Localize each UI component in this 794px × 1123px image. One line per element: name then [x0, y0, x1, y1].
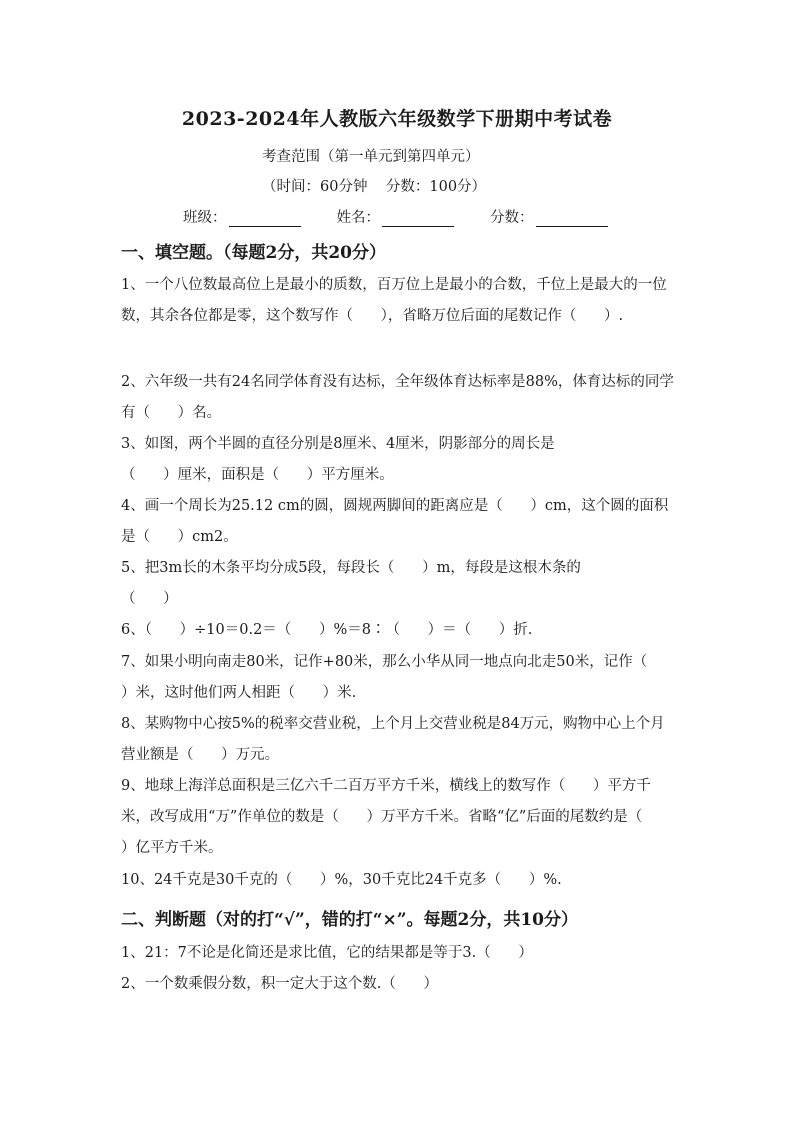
score-label: 分数：	[490, 210, 534, 226]
class-field[interactable]	[183, 206, 301, 227]
question-1-4: 4、画一个周长为25.12 cm的圆，圆规两脚间的距离应是（ ）cm，这个圆的面积是（ ）cm2。	[121, 498, 669, 545]
question-1-5: 5、把3m长的木条平均分成5段，每段长（ ）m，每段是这根木条的 （ ）	[121, 560, 581, 607]
question-1-2: 2、六年级一共有24名同学体育没有达标，全年级体育达标率是88%，体育达标的同学有（ ）名。	[121, 374, 674, 421]
question-1-10: 10、24千克是30千克的（ ）%，30千克比24千克多（ ）%.	[121, 872, 562, 888]
exam-scope: 考查范围（第一单元到第四单元）	[262, 149, 480, 165]
name-field[interactable]	[337, 206, 455, 227]
score-field[interactable]	[490, 206, 608, 227]
student-info-row	[183, 206, 608, 227]
question-2-1: 1、21：7不论是化简还是求比值，它的结果都是等于3.（ ）	[121, 945, 533, 961]
exam-time-info: （时间：60分钟 分数：100分）	[262, 179, 487, 195]
name-blank[interactable]	[382, 212, 454, 227]
question-1-1: 1、一个八位数最高位上是最小的质数，百万位上是最小的合数，千位上是最大的一位数，其余各位都是零，这个数写作（ ），省略万位后面的尾数记作（ ）.	[121, 277, 667, 324]
exam-title: 2023-2024年人教版六年级数学下册期中考试卷	[181, 108, 613, 130]
section-true-false-title: 二、判断题（对的打“√”，错的打“×”。每题2分，共10分）	[121, 910, 579, 930]
score-blank[interactable]	[536, 212, 608, 227]
question-1-6: 6、（ ）÷10＝0.2＝（ ）%＝8∶（ ）＝（ ）折.	[121, 622, 533, 638]
question-1-8: 8、某购物中心按5%的税率交营业税，上个月上交营业税是84万元，购物中心上个月营业额是（ ）万元。	[121, 716, 665, 763]
section-fill-blank-title: 一、填空题。（每题2分，共20分）	[121, 243, 386, 263]
question-1-9: 9、地球上海洋总面积是三亿六千二百万平方千米，横线上的数写作（ ）平方千米，改写成用“万”作单位的数是（ ）万平方千米。省略“亿”后面的尾数约是（ ）亿平方千米。	[121, 778, 670, 856]
class-label: 班级：	[183, 210, 227, 226]
question-2-2: 2、一个数乘假分数，积一定大于这个数.（ ）	[121, 976, 438, 992]
name-label: 姓名：	[336, 210, 380, 226]
class-blank[interactable]	[229, 212, 301, 227]
question-1-3: 3、如图，两个半圆的直径分别是8厘米、4厘米，阴影部分的周长是 （ ）厘米，面积是（ ）平方厘米。	[121, 436, 555, 483]
question-1-7: 7、如果小明向南走80米，记作+80米，那么小华从同一地点向北走50米，记作（ ）米，这时他们两人相距（ ）米.	[121, 654, 675, 701]
